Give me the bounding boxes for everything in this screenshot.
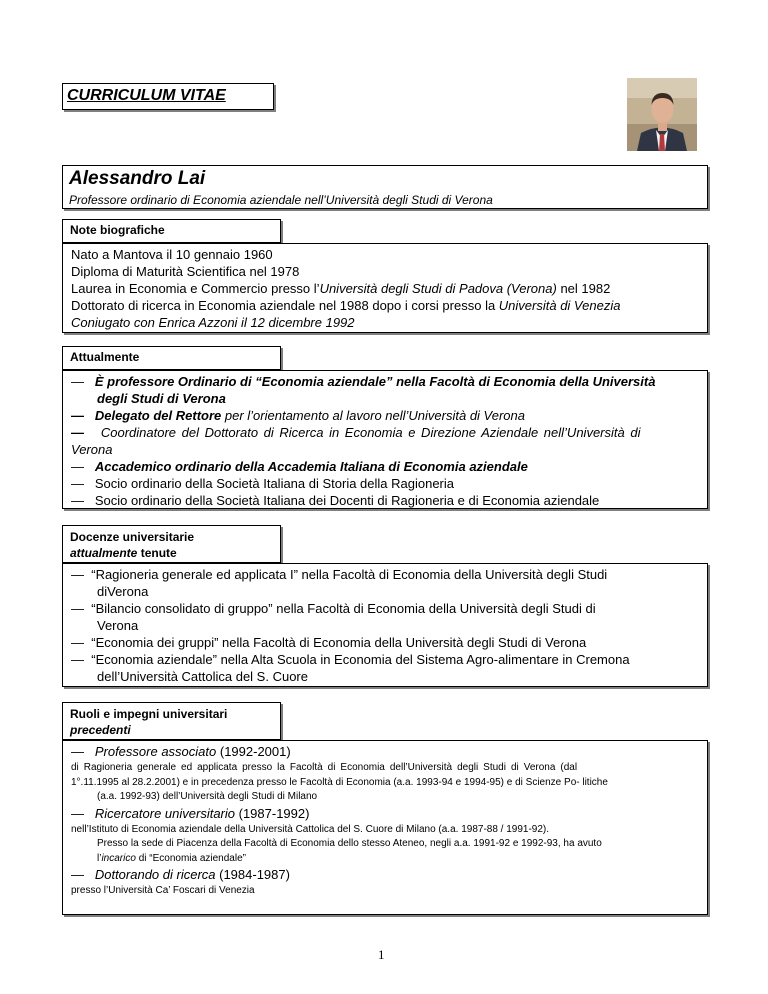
list-item: — “Economia dei gruppi” nella Facoltà di Economia della Università degli Studi di Verona xyxy=(71,635,587,650)
list-item: — Socio ordinario della Società Italiana di Storia della Ragioneria xyxy=(71,476,455,491)
roles-label: Ruoli e impegni universitari precedenti xyxy=(62,702,281,740)
bio-line: Nato a Mantova il 10 gennaio 1960 xyxy=(71,247,273,262)
list-item-cont: diVerona xyxy=(97,584,149,599)
list-item-cont: Verona xyxy=(97,618,139,633)
bio-line: Laurea in Economia e Commercio presso l’Università degli Studi di Padova (Verona) nel 1982 xyxy=(71,281,611,296)
profile-photo xyxy=(627,78,697,151)
role-entry-desc: Presso la sede di Piacenza della Facoltà di Economia dello stesso Ateneo, negli a.a. 1991-92 e 1992-93, ha avuto xyxy=(97,838,602,849)
bio-line: Diploma di Maturità Scientifica nel 1978 xyxy=(71,264,300,279)
role-entry-desc: di Ragioneria generale ed applicata presso la Facoltà di Economia dell’Università degli Studi di Verona (dal xyxy=(71,762,578,773)
list-item: — Socio ordinario della Società Italiana dei Docenti di Ragioneria e di Economia aziendale xyxy=(71,493,600,508)
bio-line: Coniugato con Enrica Azzoni il 12 dicembre 1992 xyxy=(71,315,355,330)
role-entry-desc: l’incarico di “Economia aziendale” xyxy=(97,852,246,864)
teaching-label: Docenze universitarie attualmente tenute xyxy=(62,525,281,563)
document-title: CURRICULUM VITAE xyxy=(62,83,274,110)
role-entry-desc: (a.a. 1992-93) dell’Università degli Studi di Milano xyxy=(97,791,318,802)
person-role: Professore ordinario di Economia aziendale nell’Università degli Studi di Verona xyxy=(69,193,493,207)
list-item-cont: degli Studi di Verona xyxy=(97,391,226,406)
role-entry-title: — Professore associato (1992-2001) xyxy=(71,744,291,759)
list-item: — Coordinatore del Dottorato di Ricerca in Economia e Direzione Aziendale nell’Università di xyxy=(71,425,641,440)
teaching-section xyxy=(62,563,708,687)
role-entry-title: — Ricercatore universitario (1987-1992) xyxy=(71,805,310,821)
current-section xyxy=(62,370,708,509)
current-label: Attualmente xyxy=(62,346,281,370)
list-item-cont: Verona xyxy=(71,442,113,457)
list-item: — Delegato del Rettore per l’orientamento al lavoro nell’Università di Verona xyxy=(71,408,525,423)
page-number: 1 xyxy=(378,947,385,962)
list-item: — “Economia aziendale” nella Alta Scuola in Economia del Sistema Agro-alimentare in Cremona xyxy=(71,652,630,667)
bio-label: Note biografiche xyxy=(62,219,281,243)
portrait-image xyxy=(627,78,697,151)
bio-line: Dottorato di ricerca in Economia aziendale nel 1988 dopo i corsi presso la Università di Venezia xyxy=(71,298,621,313)
name-section xyxy=(62,165,708,209)
bio-section xyxy=(62,243,708,333)
role-entry-title: — Dottorando di ricerca (1984-1987) xyxy=(71,867,290,882)
person-name: Alessandro Lai xyxy=(69,168,206,189)
role-entry-desc: nell’Istituto di Economia aziendale della Università Cattolica del S. Cuore di Milano (a.a. 1987-88 / 1991-92). xyxy=(71,823,550,835)
role-entry-desc: presso l’Università Ca’ Foscari di Venezia xyxy=(71,885,255,896)
list-item: — “Bilancio consolidato di gruppo” nella Facoltà di Economia della Università degli Studi di xyxy=(71,601,596,616)
list-item: — Accademico ordinario della Accademia Italiana di Economia aziendale xyxy=(71,459,528,474)
role-entry-desc: 1°.11.1995 al 28.2.2001) e in precedenza presso le Facoltà di Economia (a.a. 1993-94 e 1994-95) e di Scienze Po- litiche xyxy=(71,776,608,788)
list-item: — È professore Ordinario di “Economia aziendale” nella Facoltà di Economia della Università xyxy=(71,374,656,389)
list-item-cont: dell’Università Cattolica del S. Cuore xyxy=(97,669,308,684)
list-item: — “Ragioneria generale ed applicata I” nella Facoltà di Economia della Università degli Studi xyxy=(71,567,608,582)
roles-section xyxy=(62,740,708,915)
